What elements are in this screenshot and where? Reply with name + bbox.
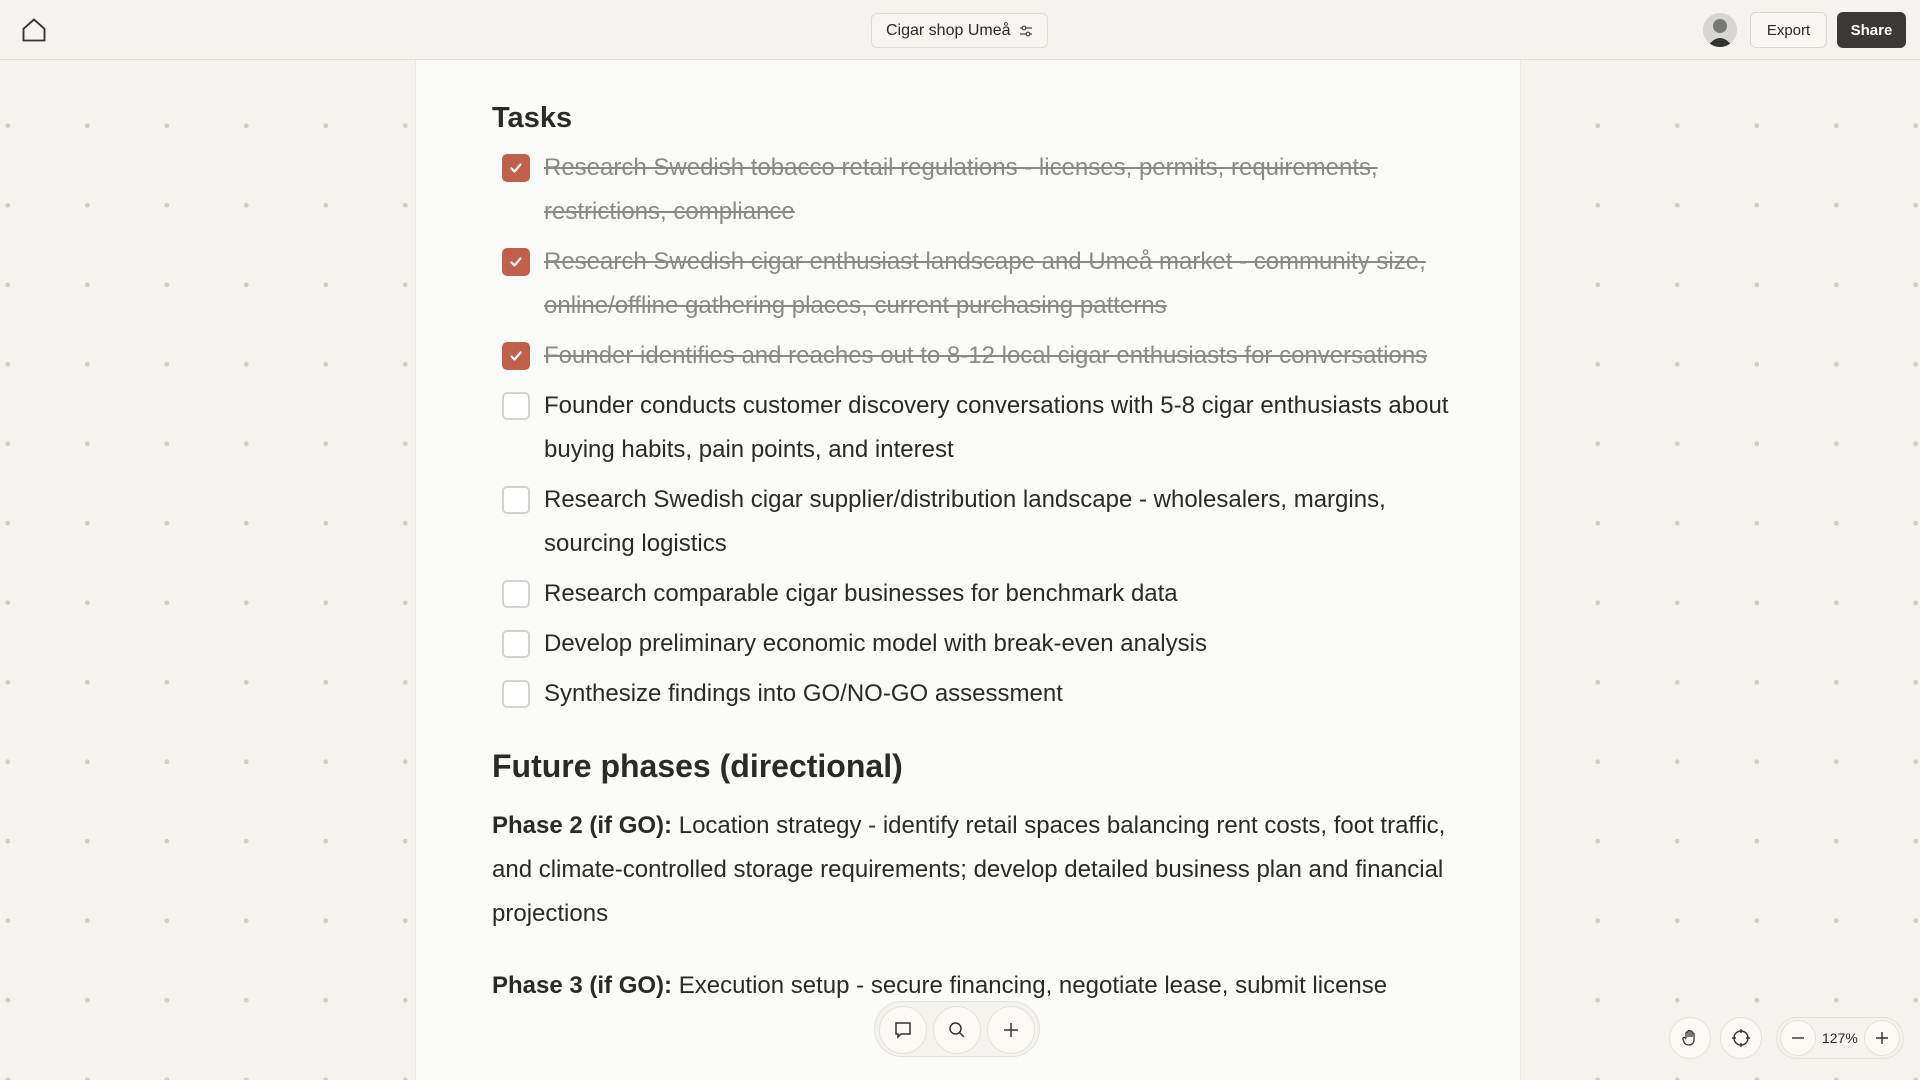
zoom-in-button[interactable] bbox=[1864, 1020, 1900, 1056]
minus-icon bbox=[1790, 1030, 1806, 1046]
task-text: Research comparable cigar businesses for benchmark data bbox=[544, 580, 1178, 607]
pan-tool-button[interactable] bbox=[1669, 1017, 1711, 1059]
task-text: Research Swedish tobacco retail regulations - licenses, permits, requirements, restrictions, compliance bbox=[544, 154, 1378, 225]
task-text: Research Swedish cigar enthusiast landscape and Umeå market - community size, online/offline gathering places, current purchasing patterns bbox=[544, 248, 1426, 319]
search-button[interactable] bbox=[933, 1006, 981, 1054]
zoom-out-button[interactable] bbox=[1780, 1020, 1816, 1056]
document-title: Cigar shop Umeå bbox=[886, 21, 1011, 39]
home-icon[interactable] bbox=[20, 16, 48, 44]
task-checkbox[interactable] bbox=[502, 680, 530, 708]
share-button[interactable]: Share bbox=[1837, 12, 1906, 48]
task-item bbox=[492, 672, 1472, 716]
zoom-level: 127% bbox=[1822, 1030, 1858, 1046]
task-item bbox=[492, 240, 1472, 328]
settings-sliders-icon bbox=[1019, 24, 1033, 38]
task-item bbox=[492, 146, 1472, 234]
hand-icon bbox=[1680, 1028, 1700, 1048]
task-text: Founder conducts customer discovery conversations with 5-8 cigar enthusiasts about buying habits, pain points, and interest bbox=[544, 392, 1449, 463]
export-button[interactable]: Export bbox=[1750, 12, 1827, 48]
zoom-controls bbox=[1776, 1017, 1904, 1059]
task-item bbox=[492, 334, 1472, 378]
checkmark-icon bbox=[508, 160, 524, 176]
comment-icon bbox=[893, 1020, 913, 1040]
checkmark-icon bbox=[508, 348, 524, 364]
task-text: Develop preliminary economic model with break-even analysis bbox=[544, 630, 1207, 657]
task-list bbox=[492, 146, 1472, 716]
checkmark-icon bbox=[508, 254, 524, 270]
user-avatar[interactable] bbox=[1703, 13, 1737, 47]
search-icon bbox=[947, 1020, 967, 1040]
tasks-heading: Tasks bbox=[492, 102, 573, 134]
document-page bbox=[415, 60, 1521, 1080]
task-checkbox[interactable] bbox=[502, 154, 530, 182]
task-text: Synthesize findings into GO/NO-GO assessment bbox=[544, 680, 1063, 707]
bottom-toolbar bbox=[874, 1001, 1040, 1057]
task-item bbox=[492, 622, 1472, 666]
task-checkbox[interactable] bbox=[502, 342, 530, 370]
plus-icon bbox=[1001, 1020, 1021, 1040]
add-button[interactable] bbox=[987, 1006, 1035, 1054]
phase-text: Location strategy - identify retail spaces balancing rent costs, foot traffic, and climate-controlled storage requirements; develop detailed business plan and financial projections bbox=[492, 812, 1446, 927]
plus-icon bbox=[1874, 1030, 1890, 1046]
task-checkbox[interactable] bbox=[502, 630, 530, 658]
task-item bbox=[492, 478, 1472, 566]
top-bar bbox=[0, 0, 1920, 60]
task-checkbox[interactable] bbox=[502, 248, 530, 276]
task-text: Research Swedish cigar supplier/distribution landscape - wholesalers, margins, sourcing logistics bbox=[544, 486, 1386, 557]
task-item bbox=[492, 572, 1472, 616]
comment-button[interactable] bbox=[879, 1006, 927, 1054]
phase-2-paragraph bbox=[492, 804, 1472, 936]
phase-label: Phase 2 (if GO): bbox=[492, 812, 673, 839]
recenter-button[interactable] bbox=[1720, 1017, 1762, 1059]
task-text: Founder identifies and reaches out to 8-12 local cigar enthusiasts for conversations bbox=[544, 342, 1428, 369]
crosshair-icon bbox=[1731, 1028, 1751, 1048]
phase-text: Execution setup - secure financing, negotiate lease, submit license bbox=[672, 972, 1388, 999]
future-phases-heading: Future phases (directional) bbox=[492, 748, 903, 784]
task-item bbox=[492, 384, 1472, 472]
task-checkbox[interactable] bbox=[502, 486, 530, 514]
task-checkbox[interactable] bbox=[502, 392, 530, 420]
task-checkbox[interactable] bbox=[502, 580, 530, 608]
document-title-button[interactable] bbox=[871, 13, 1048, 48]
phase-label: Phase 3 (if GO): bbox=[492, 972, 673, 999]
